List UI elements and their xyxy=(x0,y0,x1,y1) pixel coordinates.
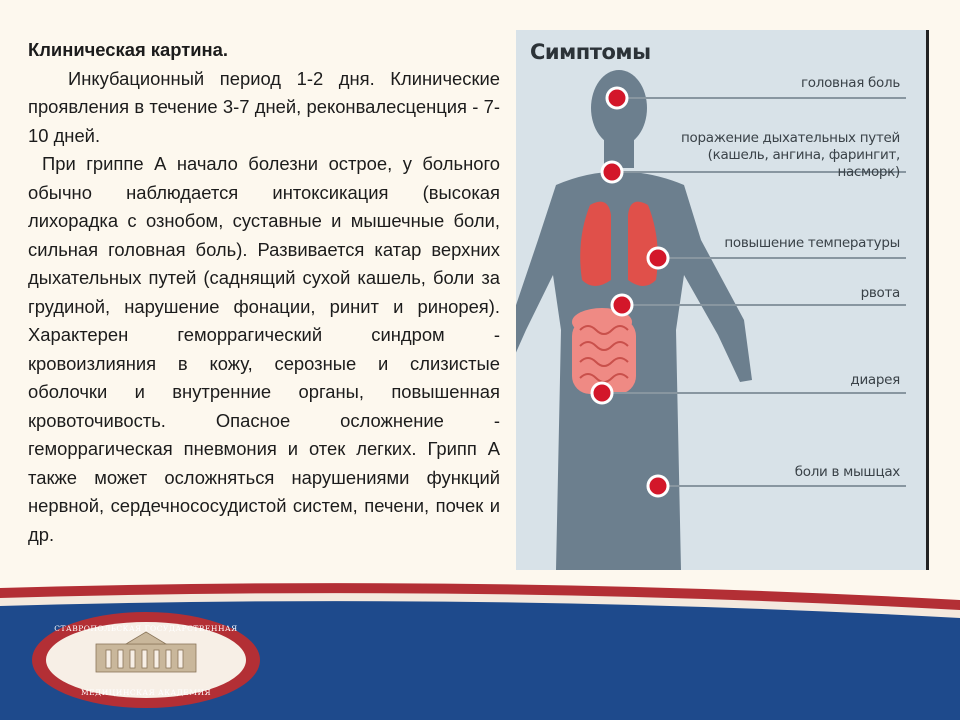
marker-intestine xyxy=(592,383,612,403)
slide-title: Клиническая картина. xyxy=(28,39,228,60)
academy-logo xyxy=(30,610,262,710)
marker-temperature xyxy=(648,248,668,268)
slide-text xyxy=(28,36,500,549)
intestines xyxy=(572,308,636,394)
symptom-label-fever: повышение температуры xyxy=(724,235,900,251)
marker-muscle xyxy=(648,476,668,496)
figure-title: Симптомы xyxy=(530,40,651,64)
symptoms-figure xyxy=(516,30,929,570)
symptom-label-respiratory: поражение дыхательных путей (кашель, ангина, фарингит, насморк) xyxy=(680,130,900,180)
symptom-label-vomiting: рвота xyxy=(860,285,900,301)
marker-head xyxy=(607,88,627,108)
marker-throat xyxy=(602,162,622,182)
symptom-label-muscle-pain: боли в мышцах xyxy=(794,464,900,480)
logo-bottom-text: МЕДИЦИНСКАЯ АКАДЕМИЯ xyxy=(80,688,212,697)
symptom-label-headache: головная боль xyxy=(801,75,900,91)
marker-stomach xyxy=(612,295,632,315)
logo-top-text: СТАВРОПОЛЬСКАЯ ГОСУДАРСТВЕННАЯ xyxy=(54,624,238,633)
description-paragraph: При гриппе А начало болезни острое, у больного обычно наблюдается интоксикация (высокая лихорадка с ознобом, суставные и мышечные боли, сильная головная боль). Развивается катар верхних дыхательных путей (саднящий сухой кашель, боли за грудиной, нарушение фонации, ринит и ринорея). Характерен геморрагический синдром - кровоизлияния в кожу, серозные и слизистые оболочки и внутренние органы, повышенная кровоточивость. Опасное осложнение - геморрагическая пневмония и отек легких. Грипп А также может осложняться нарушениями функций нервной, сердечнососудистой систем, печени, почек и др. xyxy=(28,153,500,545)
symptom-label-diarrhea: диарея xyxy=(850,372,900,388)
incubation-paragraph: Инкубационный период 1-2 дня. Клинические проявления в течение 3-7 дней, реконвалесценция - 7-10 дней. xyxy=(28,67,500,146)
